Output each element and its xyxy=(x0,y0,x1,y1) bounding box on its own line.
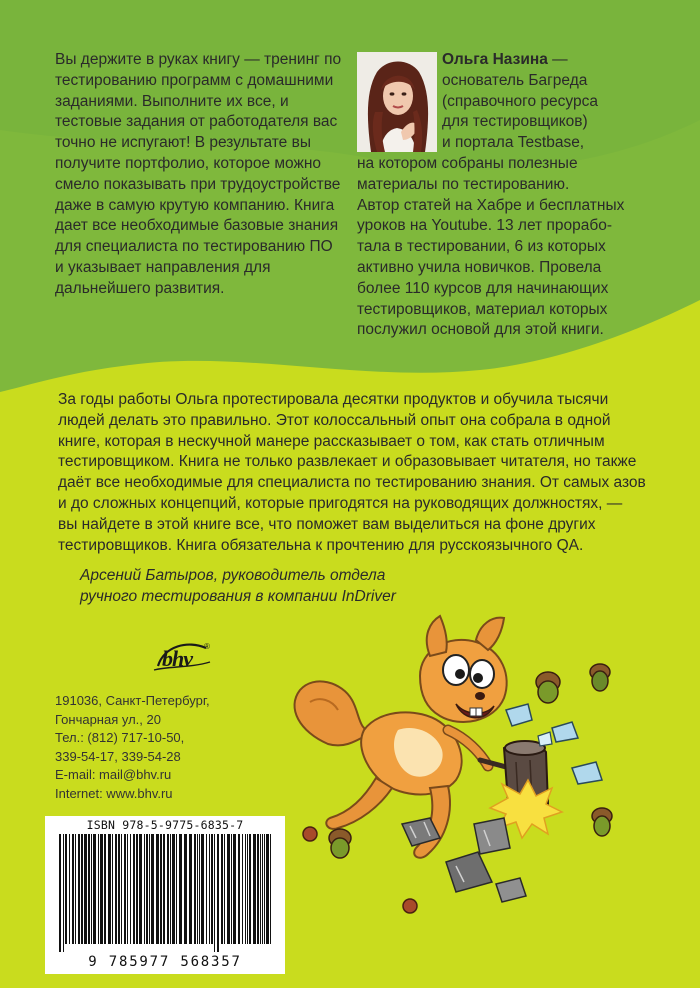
barcode-bar xyxy=(270,834,271,944)
squirrel-illustration xyxy=(280,612,680,972)
author-name: Ольга Назина xyxy=(442,51,548,68)
barcode-bar xyxy=(156,834,159,944)
barcode-bar xyxy=(130,834,131,944)
barcode-bar xyxy=(115,834,117,944)
review-line: даёт все необходимые для специалиста по тестированию знания. От самых азов xyxy=(58,474,646,492)
address-line: 191036, Санкт-Петербург, xyxy=(55,693,210,708)
barcode-bar xyxy=(245,834,246,944)
barcode-bar xyxy=(63,834,64,952)
barcode-bar xyxy=(266,834,269,944)
barcode-bar xyxy=(146,834,148,944)
author-line: и портала Testbase, xyxy=(442,134,585,152)
barcode-bar xyxy=(88,834,90,944)
barcode-bar xyxy=(72,834,74,944)
intro-line: знания для специалиста xyxy=(55,217,339,256)
barcode-bar xyxy=(214,834,215,952)
barcode-bar xyxy=(163,834,165,944)
barcode-bar xyxy=(209,834,210,944)
intro-line: для дальнейшего развития. xyxy=(55,258,271,297)
author-line: тала в тестировании, 6 из которых xyxy=(357,238,606,256)
barcode-bar xyxy=(65,834,67,944)
publisher-address xyxy=(55,692,285,803)
barcode-bar xyxy=(262,834,263,944)
author-name-dash: — xyxy=(547,51,568,68)
intro-line: их все, и тестовые задания от xyxy=(55,92,289,131)
barcode-bar xyxy=(104,834,106,944)
author-line: уроков на Youtube. 13 лет прорабо- xyxy=(357,217,612,235)
barcode-bar xyxy=(206,834,207,944)
barcode-bar xyxy=(221,834,223,944)
barcode-bar xyxy=(257,834,259,944)
barcode-bar xyxy=(149,834,150,944)
barcode-bar xyxy=(91,834,92,944)
barcode-bar xyxy=(78,834,80,944)
barcode-bar xyxy=(260,834,261,944)
broken-block-icon xyxy=(402,818,526,902)
barcode-bar xyxy=(231,834,232,944)
barcode-bar xyxy=(179,834,182,944)
barcode-bar xyxy=(201,834,204,944)
barcode-bar xyxy=(224,834,225,944)
barcode-bar xyxy=(84,834,87,944)
barcode-bars xyxy=(53,834,277,952)
address-line: Гончарная ул., 20 xyxy=(55,711,161,727)
barcode-bar xyxy=(133,834,135,944)
review-line: книге, которая в нескучной манере рассказывает о том, как стать отличным xyxy=(58,432,605,450)
barcode-bar xyxy=(144,834,145,944)
review-author xyxy=(80,566,480,608)
intro-line: с домашними заданиями. Выполните xyxy=(55,71,334,110)
barcode-bar xyxy=(160,834,162,944)
barcode-bar xyxy=(98,834,99,944)
barcode-bar xyxy=(81,834,83,944)
author-name-line xyxy=(357,50,657,71)
author-line: послужил основой для этой книги. xyxy=(357,321,604,339)
review-line: За годы работы Ольга протестировала десятки продуктов и обучила тысячи xyxy=(58,391,609,408)
barcode-number: 9 785977 568357 xyxy=(88,954,242,970)
barcode-bar xyxy=(59,834,61,952)
barcode-bar xyxy=(170,834,171,944)
acorn-icon xyxy=(590,664,610,691)
barcode-bar xyxy=(199,834,200,944)
barcode-bar xyxy=(247,834,248,944)
author-bio xyxy=(357,50,657,341)
intro-line: по тестированию ПО xyxy=(182,238,333,256)
intro-line: Книга дает все необходимые базовые xyxy=(55,196,335,235)
barcode-bar xyxy=(217,834,219,952)
author-line: для тестировщиков) xyxy=(442,113,588,131)
review-line: тестировщиком. Книга не только развлекает и образовывает читателя, но также xyxy=(58,453,637,471)
barcode-bar xyxy=(197,834,198,944)
barcode-bar xyxy=(176,834,177,944)
barcode-bar xyxy=(184,834,187,944)
barcode-bar xyxy=(233,834,236,944)
barcode-bar xyxy=(264,834,265,944)
review-line: тестировщиков. Книга обязательна к прочтению для русскоязычного QA. xyxy=(58,536,584,554)
barcode-bar xyxy=(151,834,154,944)
isbn-label: ISBN 978-5-9775-6835-7 xyxy=(86,818,244,832)
publisher-logo: bhv xyxy=(162,646,192,671)
barcode-bar xyxy=(121,834,122,944)
intro-line: работодателя вас точно не испугают! xyxy=(55,113,338,152)
barcode-bar xyxy=(118,834,120,944)
barcode-bar xyxy=(127,834,128,944)
barcode-bar xyxy=(242,834,243,944)
author-line: основатель Багреда xyxy=(442,71,588,89)
author-line: Автор статей на Хабре и бесплатных xyxy=(357,196,625,214)
barcode-bar xyxy=(194,834,196,944)
author-line: на котором собраны полезные xyxy=(357,154,578,172)
intro-line: показывать при трудоустройстве xyxy=(103,175,341,193)
barcode-bar xyxy=(100,834,103,944)
acorn-icon xyxy=(592,808,612,836)
intro-line: тренинг по тестированию программ xyxy=(55,51,342,89)
barcode-bar xyxy=(93,834,96,944)
author-line: более 110 курсов для начинающих xyxy=(357,279,609,297)
intro-line: портфолио, которое можно смело xyxy=(55,154,322,193)
isbn-barcode xyxy=(45,816,285,974)
barcode-bar xyxy=(249,834,251,944)
barcode-bar xyxy=(189,834,192,944)
barcode-bar xyxy=(253,834,256,944)
address-line: 339-54-17, 339-54-28 xyxy=(55,748,181,764)
barcode-bar xyxy=(172,834,175,944)
address-line: Тел.: (812) 717-10-50, xyxy=(55,730,185,745)
review-text xyxy=(58,390,658,556)
address-line: Internet: www.bhv.ru xyxy=(55,785,173,801)
intro-text xyxy=(55,50,345,300)
author-line: (справочного ресурса xyxy=(442,92,598,110)
intro-line: Вы держите в руках книгу — xyxy=(55,51,260,68)
review-author-line: ручного тестирования в компании InDriver xyxy=(80,587,396,605)
acorn-icon xyxy=(536,672,560,703)
review-line: и до сложных концепций, которые пригодятся на руководящих должностях, — xyxy=(58,494,623,512)
barcode-bar xyxy=(112,834,113,944)
author-line: тестировщиков, материал которых xyxy=(357,300,608,318)
barcode-bar xyxy=(69,834,70,944)
author-line: материалы по тестированию. xyxy=(357,175,570,193)
barcode-bar xyxy=(238,834,240,944)
barcode-bar xyxy=(211,834,213,944)
barcode-bar xyxy=(136,834,138,944)
barcode-bar xyxy=(167,834,169,944)
address-line: E-mail: mail@bhv.ru xyxy=(55,767,172,782)
review-line: вы найдете в этой книге все, что поможет вам выделиться на фоне других xyxy=(58,515,596,533)
intro-line: и указывает направления xyxy=(55,258,240,276)
publisher-reg-mark: ® xyxy=(204,642,210,651)
review-line: людей делать это правильно. Этот колоссальный опыт она собрала в одной xyxy=(58,411,611,429)
intro-line: В результате вы получите xyxy=(55,134,311,172)
intro-line: даже в самую крутую компанию. xyxy=(55,196,290,214)
author-line: активно учила новичков. Провела xyxy=(357,258,602,276)
barcode-bar xyxy=(139,834,142,944)
barcode-bar xyxy=(124,834,126,944)
review-author-line: Арсений Батыров, руководитель отдела xyxy=(80,567,386,584)
barcode-bar xyxy=(108,834,111,944)
acorn-icon xyxy=(329,829,351,858)
barcode-bar xyxy=(75,834,76,944)
barcode-bar xyxy=(227,834,230,944)
